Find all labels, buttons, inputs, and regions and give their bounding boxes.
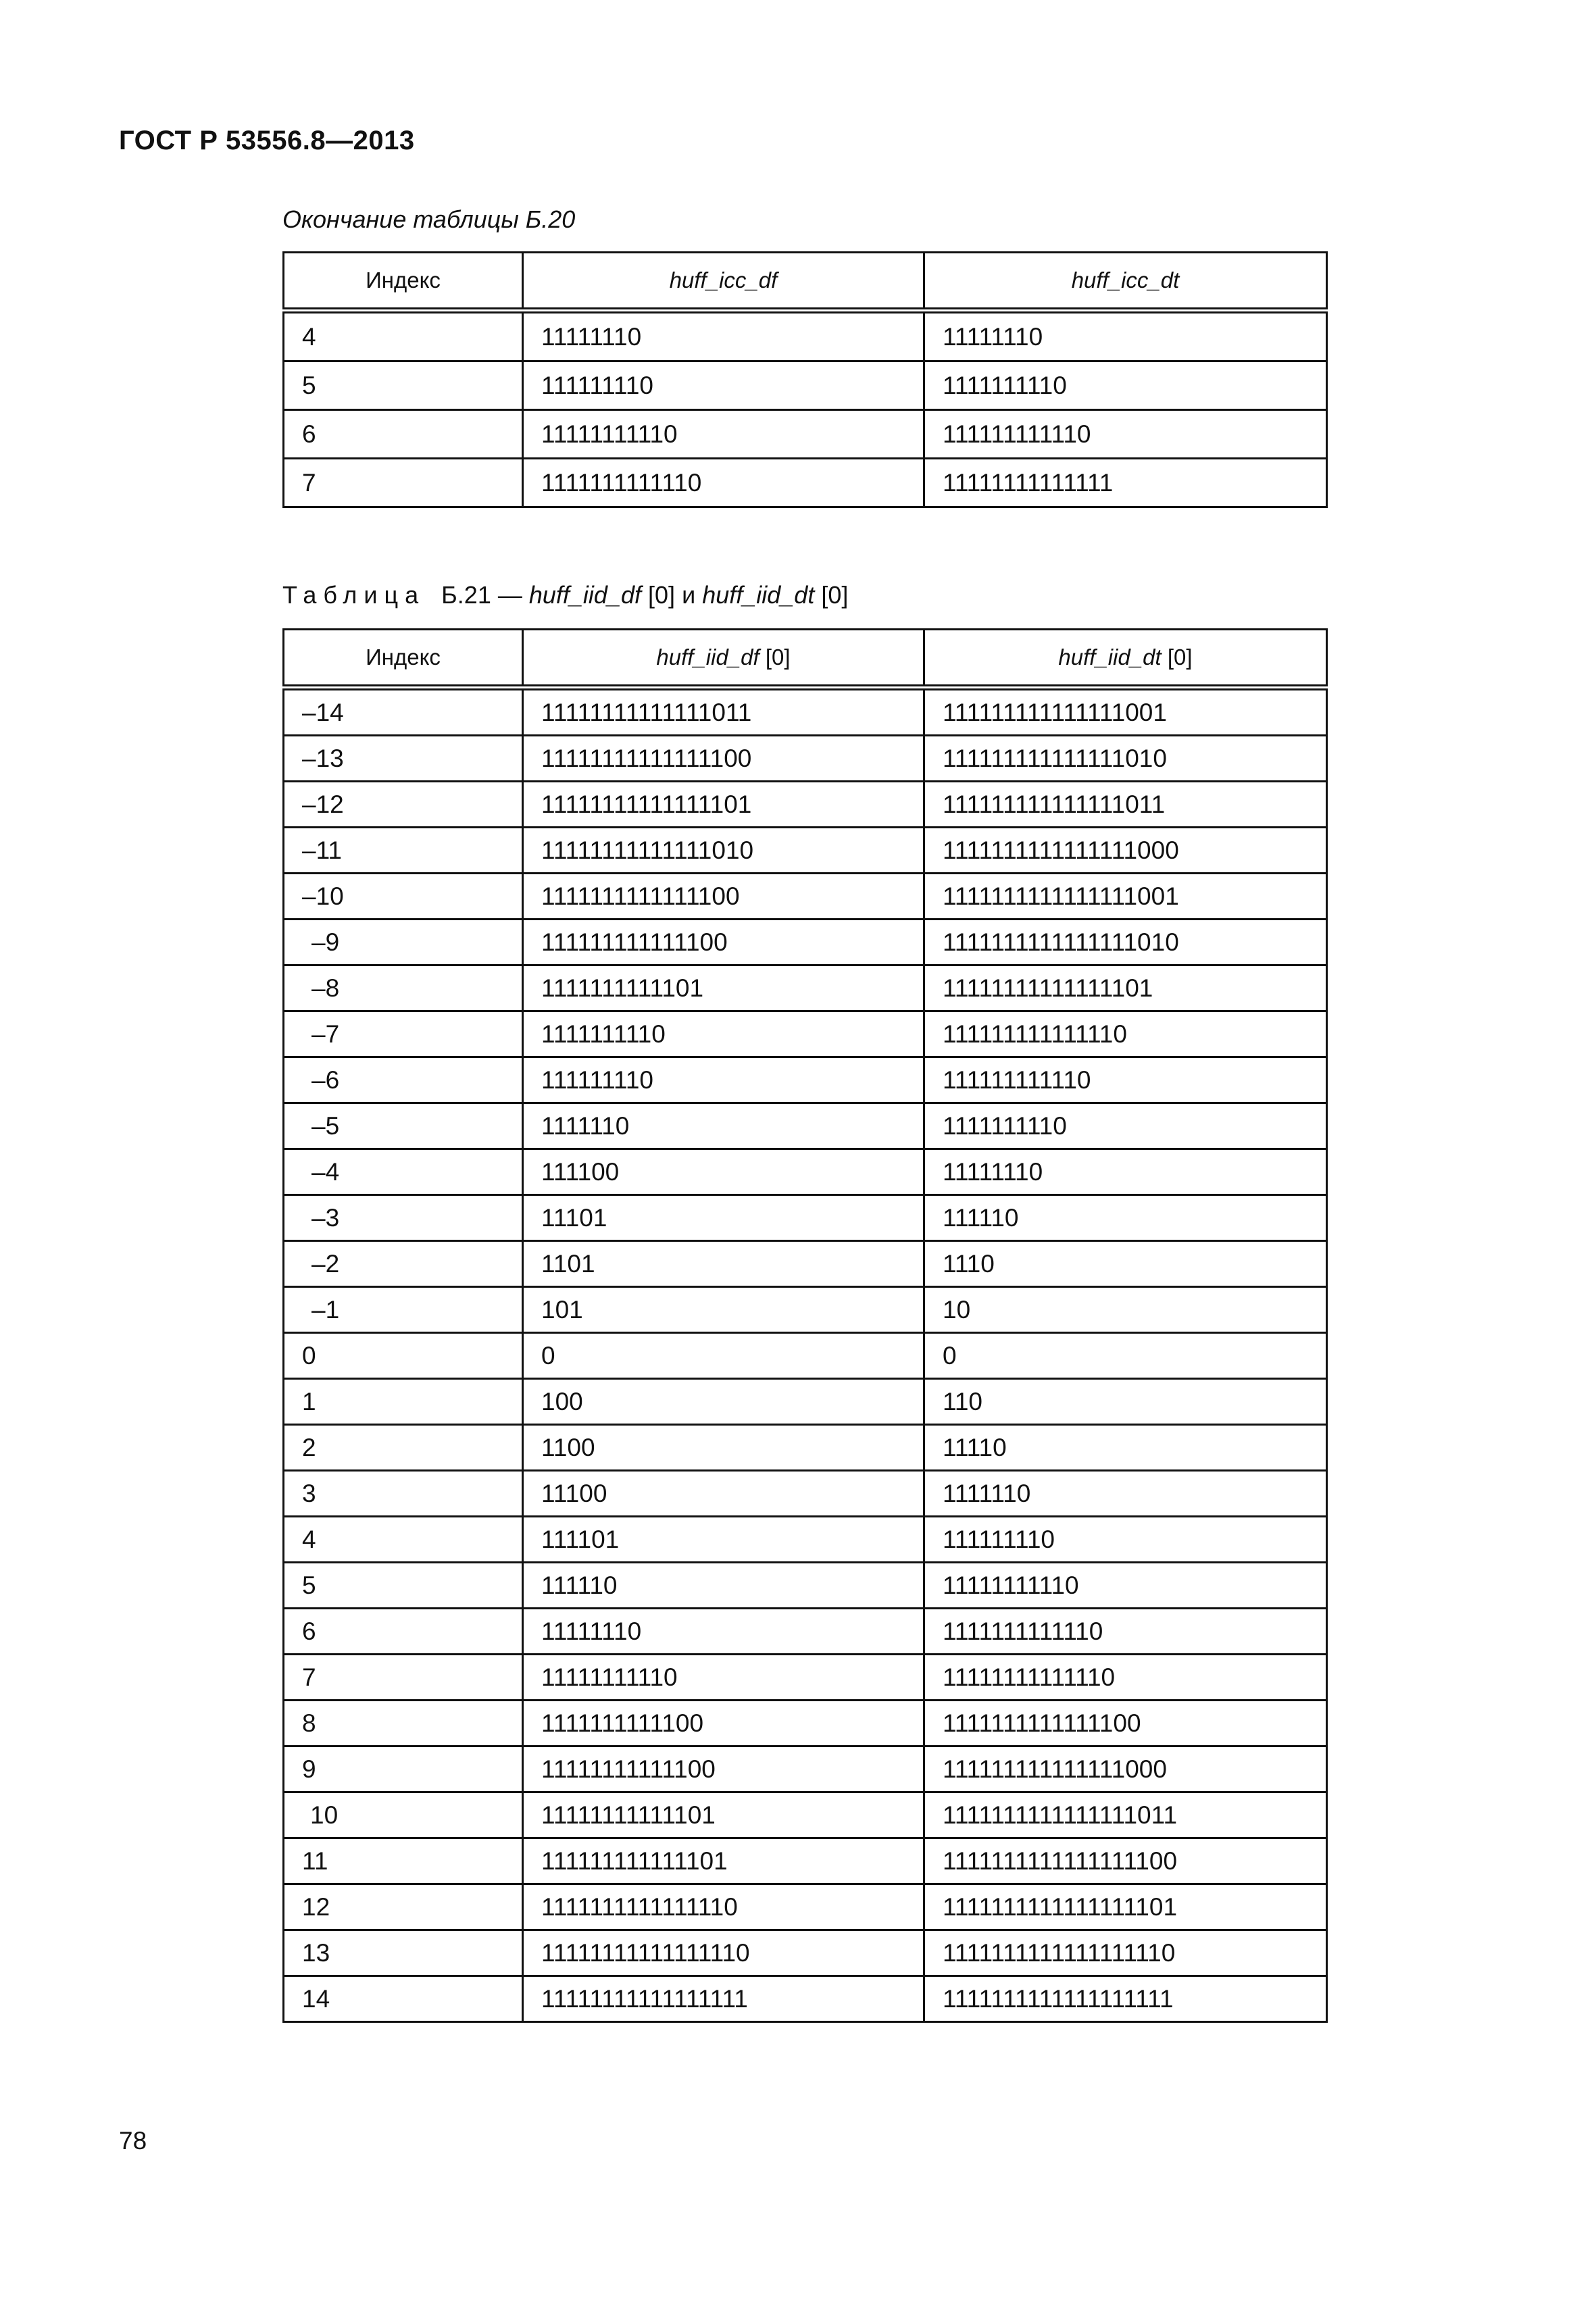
cell-code-df: 11111110 [523, 311, 924, 361]
table-b20-caption: Окончание таблицы Б.20 [282, 205, 576, 233]
column-header-huff-iid-df [523, 630, 924, 688]
cell-code-dt: 11111110 [924, 1149, 1327, 1195]
column-header-name: huff_iid_df [656, 645, 759, 670]
cell-code-dt: 11111111111110 [924, 1655, 1327, 1701]
cell-code-df: 1111111111111100 [523, 874, 924, 920]
table-row [284, 410, 1327, 459]
cell-index: 6 [284, 410, 523, 459]
cell-code-df: 11111111111100 [523, 1746, 924, 1792]
table-row [284, 1149, 1327, 1195]
document-header: ГОСТ Р 53556.8—2013 [119, 126, 415, 155]
cell-code-dt: 1111111111111111010 [924, 920, 1327, 965]
cell-code-dt: 111110 [924, 1195, 1327, 1241]
cell-index: 13 [284, 1930, 523, 1976]
table-header-row [284, 253, 1327, 311]
cell-code-dt: 1111111111111100 [924, 1701, 1327, 1746]
cell-code-df: 1101 [523, 1241, 924, 1287]
cell-index: 4 [284, 1517, 523, 1563]
caption-prefix: Таблица [282, 581, 426, 609]
cell-code-df: 11111110 [523, 1609, 924, 1655]
cell-code-dt: 1111111111110 [924, 1609, 1327, 1655]
table-row [284, 1838, 1327, 1884]
cell-index: –10 [284, 874, 523, 920]
cell-code-df: 1111111111110 [523, 459, 924, 507]
table-row [284, 1057, 1327, 1103]
column-header-index: Индекс [284, 630, 523, 688]
caption-index-df: [0] [648, 581, 676, 609]
cell-code-dt: 1111111110 [924, 361, 1327, 410]
caption-name-df: huff_iid_df [528, 581, 641, 609]
cell-index: –9 [284, 920, 523, 965]
table-row [284, 1425, 1327, 1471]
cell-code-dt: 11111111110 [924, 1563, 1327, 1609]
cell-code-df: 100 [523, 1379, 924, 1425]
table-row [284, 1655, 1327, 1701]
cell-code-dt: 111111111111111010 [924, 736, 1327, 782]
cell-index: –4 [284, 1149, 523, 1195]
cell-code-df: 1111110 [523, 1103, 924, 1149]
table-row [284, 1103, 1327, 1149]
cell-index: 5 [284, 1563, 523, 1609]
table-row [284, 1609, 1327, 1655]
table-row [284, 1471, 1327, 1517]
cell-code-dt: 1110 [924, 1241, 1327, 1287]
cell-index: –13 [284, 736, 523, 782]
table-row [284, 1287, 1327, 1333]
column-header-subscript: [0] [1167, 645, 1193, 670]
cell-code-df: 111111111111100 [523, 920, 924, 965]
cell-code-dt: 1111111110 [924, 1103, 1327, 1149]
cell-index: 11 [284, 1838, 523, 1884]
cell-index: 0 [284, 1333, 523, 1379]
cell-code-df: 11111111111111011 [523, 688, 924, 736]
cell-code-dt: 1111111111111111000 [924, 828, 1327, 874]
table-row [284, 874, 1327, 920]
cell-index: 8 [284, 1701, 523, 1746]
page-number: 78 [119, 2127, 147, 2155]
cell-index: 2 [284, 1425, 523, 1471]
table-row [284, 1884, 1327, 1930]
cell-index: 3 [284, 1471, 523, 1517]
caption-name-dt: huff_iid_dt [702, 581, 815, 609]
table-row [284, 1517, 1327, 1563]
table-header-row [284, 630, 1327, 688]
cell-code-dt: 11110 [924, 1425, 1327, 1471]
cell-index: –6 [284, 1057, 523, 1103]
column-header-subscript: [0] [765, 645, 791, 670]
cell-code-dt: 11111111111111101 [924, 965, 1327, 1011]
cell-index: 7 [284, 459, 523, 507]
table-row [284, 1379, 1327, 1425]
cell-code-dt: 111111111111111011 [924, 782, 1327, 828]
cell-code-dt: 1111111111111111101 [924, 1884, 1327, 1930]
column-header-huff-iid-dt [924, 630, 1327, 688]
table-row [284, 1930, 1327, 1976]
cell-code-dt: 111111111111110 [924, 1011, 1327, 1057]
table-row [284, 828, 1327, 874]
cell-code-df: 11100 [523, 1471, 924, 1517]
cell-code-dt: 1111111111111111110 [924, 1930, 1327, 1976]
column-header-index: Индекс [284, 253, 523, 311]
cell-index: 4 [284, 311, 523, 361]
column-header-name: huff_iid_dt [1058, 645, 1162, 670]
cell-index: 5 [284, 361, 523, 410]
cell-code-dt: 11111110 [924, 311, 1327, 361]
table-row [284, 1976, 1327, 2022]
cell-code-df: 1100 [523, 1425, 924, 1471]
cell-code-df: 1111111111100 [523, 1701, 924, 1746]
cell-index: –1 [284, 1287, 523, 1333]
cell-code-df: 11111111110 [523, 1655, 924, 1701]
cell-code-df: 111111110 [523, 361, 924, 410]
cell-code-df: 111101 [523, 1517, 924, 1563]
cell-index: 9 [284, 1746, 523, 1792]
table-row [284, 1701, 1327, 1746]
cell-code-df: 0 [523, 1333, 924, 1379]
cell-code-df: 11111111111111111 [523, 1976, 924, 2022]
cell-index: –8 [284, 965, 523, 1011]
cell-code-df: 111110 [523, 1563, 924, 1609]
cell-code-df: 11111111111111110 [523, 1930, 924, 1976]
cell-code-df: 111111110 [523, 1057, 924, 1103]
table-b21-caption [282, 581, 848, 609]
cell-code-dt: 1111111111111111111 [924, 1976, 1327, 2022]
cell-index: 14 [284, 1976, 523, 2022]
column-header-huff-icc-dt: huff_icc_dt [924, 253, 1327, 311]
table-row [284, 1195, 1327, 1241]
cell-code-df: 1111111111101 [523, 965, 924, 1011]
cell-code-dt: 11111111111111 [924, 459, 1327, 507]
cell-code-dt: 1111111111111111100 [924, 1838, 1327, 1884]
cell-code-df: 11111111111101 [523, 1792, 924, 1838]
table-b20 [282, 251, 1328, 508]
table-row [284, 1333, 1327, 1379]
cell-code-dt: 1111111111111111001 [924, 874, 1327, 920]
caption-index-dt: [0] [821, 581, 849, 609]
cell-code-dt: 111111111111111001 [924, 688, 1327, 736]
caption-and: и [682, 581, 696, 609]
column-header-huff-icc-df: huff_icc_df [523, 253, 924, 311]
table-row [284, 1011, 1327, 1057]
table-b21-body [284, 688, 1327, 2022]
cell-code-dt: 0 [924, 1333, 1327, 1379]
table-row [284, 459, 1327, 507]
cell-code-df: 11111111111111101 [523, 782, 924, 828]
cell-code-dt: 10 [924, 1287, 1327, 1333]
table-row [284, 361, 1327, 410]
cell-index: –3 [284, 1195, 523, 1241]
cell-code-df: 111111111111101 [523, 1838, 924, 1884]
table-row [284, 965, 1327, 1011]
cell-code-df: 1111111110 [523, 1011, 924, 1057]
cell-code-dt: 1111110 [924, 1471, 1327, 1517]
cell-code-df: 11111111111111100 [523, 736, 924, 782]
cell-index: 12 [284, 1884, 523, 1930]
table-row [284, 311, 1327, 361]
cell-code-df: 11101 [523, 1195, 924, 1241]
cell-index: –2 [284, 1241, 523, 1287]
table-row [284, 736, 1327, 782]
cell-code-dt: 110 [924, 1379, 1327, 1425]
cell-code-df: 111100 [523, 1149, 924, 1195]
cell-index: –5 [284, 1103, 523, 1149]
cell-code-df: 101 [523, 1287, 924, 1333]
table-row [284, 920, 1327, 965]
table-row [284, 1746, 1327, 1792]
cell-code-df: 11111111110 [523, 410, 924, 459]
cell-index: 6 [284, 1609, 523, 1655]
cell-index: –11 [284, 828, 523, 874]
cell-index: –7 [284, 1011, 523, 1057]
caption-number: Б.21 — [441, 581, 522, 609]
cell-code-dt: 111111110 [924, 1517, 1327, 1563]
cell-code-dt: 1111111111111111011 [924, 1792, 1327, 1838]
cell-index: –14 [284, 688, 523, 736]
cell-index: 7 [284, 1655, 523, 1701]
table-b21 [282, 628, 1328, 2023]
cell-index: –12 [284, 782, 523, 828]
cell-code-dt: 111111111110 [924, 1057, 1327, 1103]
table-row [284, 1241, 1327, 1287]
cell-index: 10 [284, 1792, 523, 1838]
cell-code-dt: 111111111110 [924, 410, 1327, 459]
cell-index: 1 [284, 1379, 523, 1425]
cell-code-dt: 111111111111111000 [924, 1746, 1327, 1792]
table-b20-body [284, 311, 1327, 507]
table-row [284, 1563, 1327, 1609]
table-row [284, 1792, 1327, 1838]
cell-code-df: 1111111111111110 [523, 1884, 924, 1930]
table-row [284, 782, 1327, 828]
table-row [284, 688, 1327, 736]
cell-code-df: 11111111111111010 [523, 828, 924, 874]
